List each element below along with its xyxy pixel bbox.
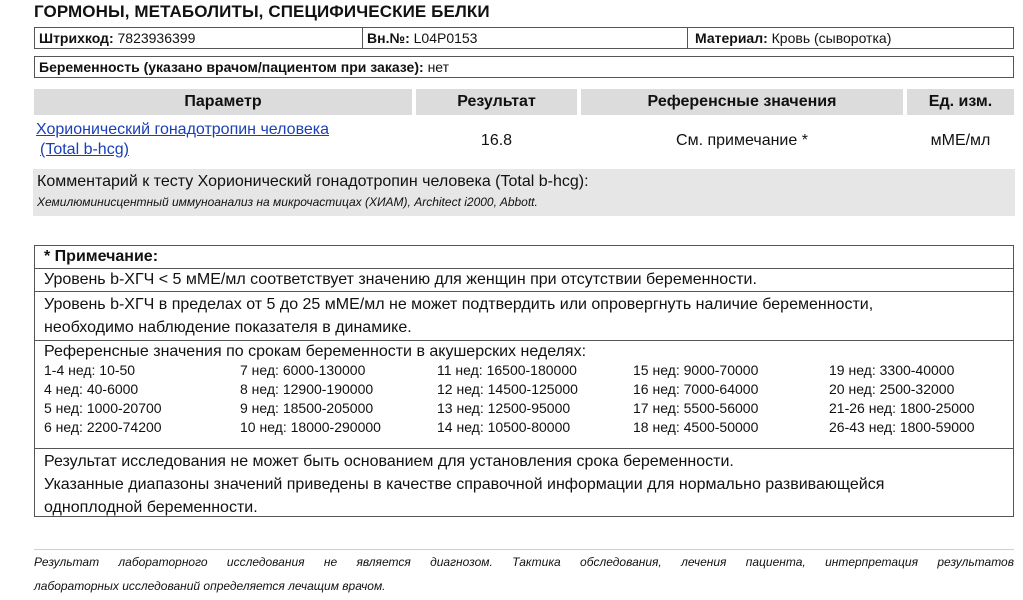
pregnancy-value: нет — [427, 59, 450, 75]
note-header — [35, 246, 1013, 269]
test-name-line1: Хорионический гонадотропин человека — [36, 121, 330, 138]
vn-box — [362, 27, 688, 49]
note-line1 — [35, 269, 1013, 292]
note-reference-table — [35, 341, 1013, 449]
vn-label: Вн.№: — [367, 30, 410, 46]
ref-cell: 20 нед: 2500-32000 — [829, 381, 955, 397]
ref-cell: 11 нед: 16500-180000 — [437, 362, 577, 378]
header-reference: Референсные значения — [581, 89, 903, 115]
ref-cell: 5 нед: 1000-20700 — [44, 400, 162, 416]
disclaimer-line2: лабораторных исследований определяется лечащим врачом. — [34, 579, 386, 593]
ref-cell: 12 нед: 14500-125000 — [437, 381, 578, 397]
ref-cell: 16 нед: 7000-64000 — [633, 381, 759, 397]
reference-value: См. примечание * — [676, 132, 808, 149]
unit-value: мМЕ/мл — [930, 132, 991, 149]
ref-col-5 — [829, 361, 975, 437]
ref-cell: 17 нед: 5500-56000 — [633, 400, 759, 416]
note-line3-text: Результат исследования не может быть основанием для установления срока беременности. — [44, 453, 734, 470]
test-comment — [33, 169, 1015, 216]
test-name-line2: (Total b-hcg) — [40, 141, 129, 158]
ref-cell: 9 нед: 18500-205000 — [240, 400, 374, 416]
vn-value: L04P0153 — [413, 30, 478, 46]
disclaimer-line1: Результат лабораторного исследования не является диагнозом. Тактика обследования, лечения пациента, интерпретация результатов — [34, 555, 1014, 569]
barcode-box — [34, 27, 363, 49]
ref-cell: 14 нед: 10500-80000 — [437, 419, 571, 435]
ref-col-2 — [240, 361, 381, 437]
disclaimer — [34, 549, 1014, 598]
barcode-label: Штрихкод: — [39, 30, 114, 46]
barcode-value: 7823936399 — [117, 30, 196, 46]
note-line2a-text: Уровень b-ХГЧ в пределах от 5 до 25 мМЕ/мл не может подтвердить или опровергнуть наличие беременности, — [44, 296, 874, 313]
note-line4b-text: одноплодной беременности. — [44, 499, 258, 516]
ref-cell: 10 нед: 18000-290000 — [240, 419, 381, 435]
ref-col-1 — [44, 361, 162, 437]
material-label: Материал: — [695, 30, 768, 46]
ref-col-4 — [633, 361, 758, 437]
note-line3-4 — [35, 449, 1013, 517]
note-box — [34, 245, 1014, 517]
ref-cell: 4 нед: 40-6000 — [44, 381, 139, 397]
test-name-link[interactable] — [36, 120, 416, 160]
section-title: ГОРМОНЫ, МЕТАБОЛИТЫ, СПЕЦИФИЧЕСКИЕ БЕЛКИ — [34, 2, 490, 21]
ref-cell: 26-43 нед: 1800-59000 — [829, 419, 975, 435]
note-header-text: * Примечание: — [44, 248, 159, 265]
note-line4a-text: Указанные диапазоны значений приведены в качестве справочной информации для нормально развивающейся — [44, 476, 885, 493]
ref-cell: 19 нед: 3300-40000 — [829, 362, 955, 378]
header-unit: Ед. изм. — [907, 89, 1014, 115]
result-value: 16.8 — [480, 132, 513, 149]
ref-cell: 18 нед: 4500-50000 — [633, 419, 759, 435]
pregnancy-box — [34, 56, 1014, 78]
header-parameter: Параметр — [34, 89, 412, 115]
ref-cell: 13 нед: 12500-95000 — [437, 400, 571, 416]
ref-cell: 15 нед: 9000-70000 — [633, 362, 759, 378]
note-line1-text: Уровень b-ХГЧ < 5 мМЕ/мл соответствует значению для женщин при отсутствии беременности. — [44, 271, 757, 288]
ref-cell: 1-4 нед: 10-50 — [44, 362, 136, 378]
comment-line2: Хемилюминисцентный иммуноанализ на микрочастицах (ХИАМ), Architect i2000, Abbott. — [37, 195, 538, 209]
ref-cell: 8 нед: 12900-190000 — [240, 381, 374, 397]
material-box — [687, 27, 1014, 49]
material-value: Кровь (сыворотка) — [771, 30, 892, 46]
pregnancy-label: Беременность (указано врачом/пациентом при заказе): — [39, 59, 424, 75]
header-result: Результат — [416, 89, 577, 115]
comment-line1: Комментарий к тесту Хорионический гонадотропин человека (Total b-hcg): — [37, 173, 589, 190]
ref-cell: 7 нед: 6000-130000 — [240, 362, 366, 378]
ref-col-3 — [437, 361, 578, 437]
note-line2b-text: необходимо наблюдение показателя в динамике. — [44, 319, 412, 336]
reference-title: Референсные значения по срокам беременности в акушерских неделях: — [44, 343, 587, 360]
note-line2 — [35, 292, 1013, 341]
ref-cell: 6 нед: 2200-74200 — [44, 419, 162, 435]
ref-cell: 21-26 нед: 1800-25000 — [829, 400, 975, 416]
